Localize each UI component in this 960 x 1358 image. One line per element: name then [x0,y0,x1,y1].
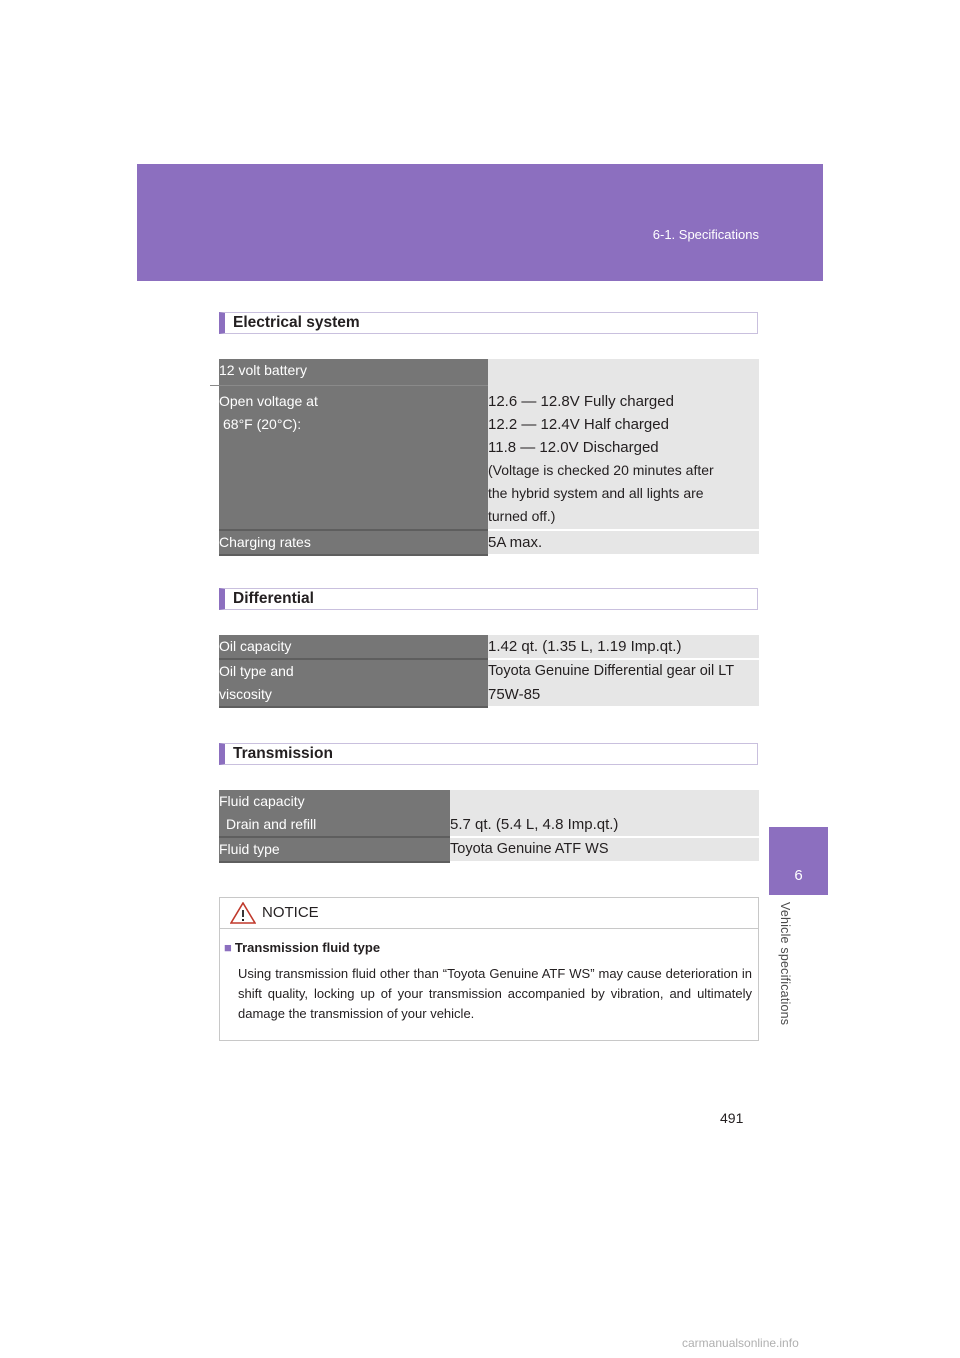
notice-header [220,898,758,929]
differential-heading [219,588,758,610]
fluid-type-value: Toyota Genuine ATF WS [450,837,759,862]
table-row [219,530,759,555]
oil-type-value-line-2: 75W-85 [488,686,541,703]
section-title: 6-1. Specifications [652,227,759,242]
oil-capacity-label: Oil capacity [219,635,488,659]
electrical-system-heading [219,312,758,334]
drain-refill-value: 5.7 qt. (5.4 L, 4.8 Imp.qt.) [450,816,619,833]
table-value-cell [488,359,759,530]
chapter-number: 6 [794,867,803,884]
table-label-cell [219,659,488,707]
oil-type-value-line-1: Toyota Genuine Differential gear oil LT [488,663,735,679]
table-row [219,359,759,530]
table-row [219,659,759,707]
transmission-heading-text: Transmission [233,745,333,762]
differential-heading-text: Differential [233,590,314,607]
notice-title: NOTICE [262,904,319,921]
notice-body-text: Using transmission fluid other than “Toyota Genuine ATF WS” may cause deterioration in shift quality, locking up of your transmission accompanied by vibration, and ultimately damage the transmission of your vehicle. [238,966,752,1021]
drain-refill-label: Drain and refill [226,816,317,832]
battery-label: 12 volt battery [210,355,497,386]
voltage-fully-charged: 12.6 — 12.8V Fully charged [488,393,674,410]
page-number: 491 [720,1110,744,1126]
fluid-capacity-label: Fluid capacity [219,793,305,809]
chapter-number-tab[interactable] [769,827,828,895]
table-row [219,790,759,837]
chapter-side-label-text: Vehicle specifications [778,902,792,1026]
voltage-half-charged: 12.2 — 12.4V Half charged [488,416,669,433]
open-voltage-temp-label: 68°F (20°C): [223,416,302,432]
fluid-type-label: Fluid type [219,837,450,862]
charging-rates-value: 5A max. [488,530,759,555]
bullet-square-icon: ■ [224,940,232,955]
open-voltage-label: Open voltage at [219,393,318,409]
transmission-table [219,790,759,863]
oil-type-label-line-1: Oil type and [219,663,294,679]
electrical-system-heading-text: Electrical system [233,314,360,331]
voltage-note-line-1: (Voltage is checked 20 minutes after [488,462,714,478]
differential-table [219,635,759,708]
table-value-cell [450,790,759,837]
voltage-note-line-3: turned off.) [488,508,556,524]
electrical-system-table [219,359,759,556]
table-row [219,837,759,862]
chapter-side-label [770,902,800,1042]
transmission-heading [219,743,758,765]
table-label-cell [219,790,450,837]
voltage-note-line-2: the hybrid system and all lights are [488,485,704,501]
charging-rates-label: Charging rates [219,530,488,555]
notice-subheading-text: Transmission fluid type [234,940,381,955]
table-row [219,635,759,659]
notice-subheading [224,940,380,955]
oil-capacity-value: 1.42 qt. (1.35 L, 1.19 Imp.qt.) [488,635,759,659]
voltage-discharged: 11.8 — 12.0V Discharged [488,439,659,456]
watermark: carmanualsonline.info [682,1336,799,1350]
oil-type-label-line-2: viscosity [219,686,272,702]
chapter-header-band [137,164,823,281]
notice-box [219,897,759,1041]
table-label-cell [219,359,488,530]
table-value-cell [488,659,759,707]
warning-triangle-icon [230,902,256,929]
